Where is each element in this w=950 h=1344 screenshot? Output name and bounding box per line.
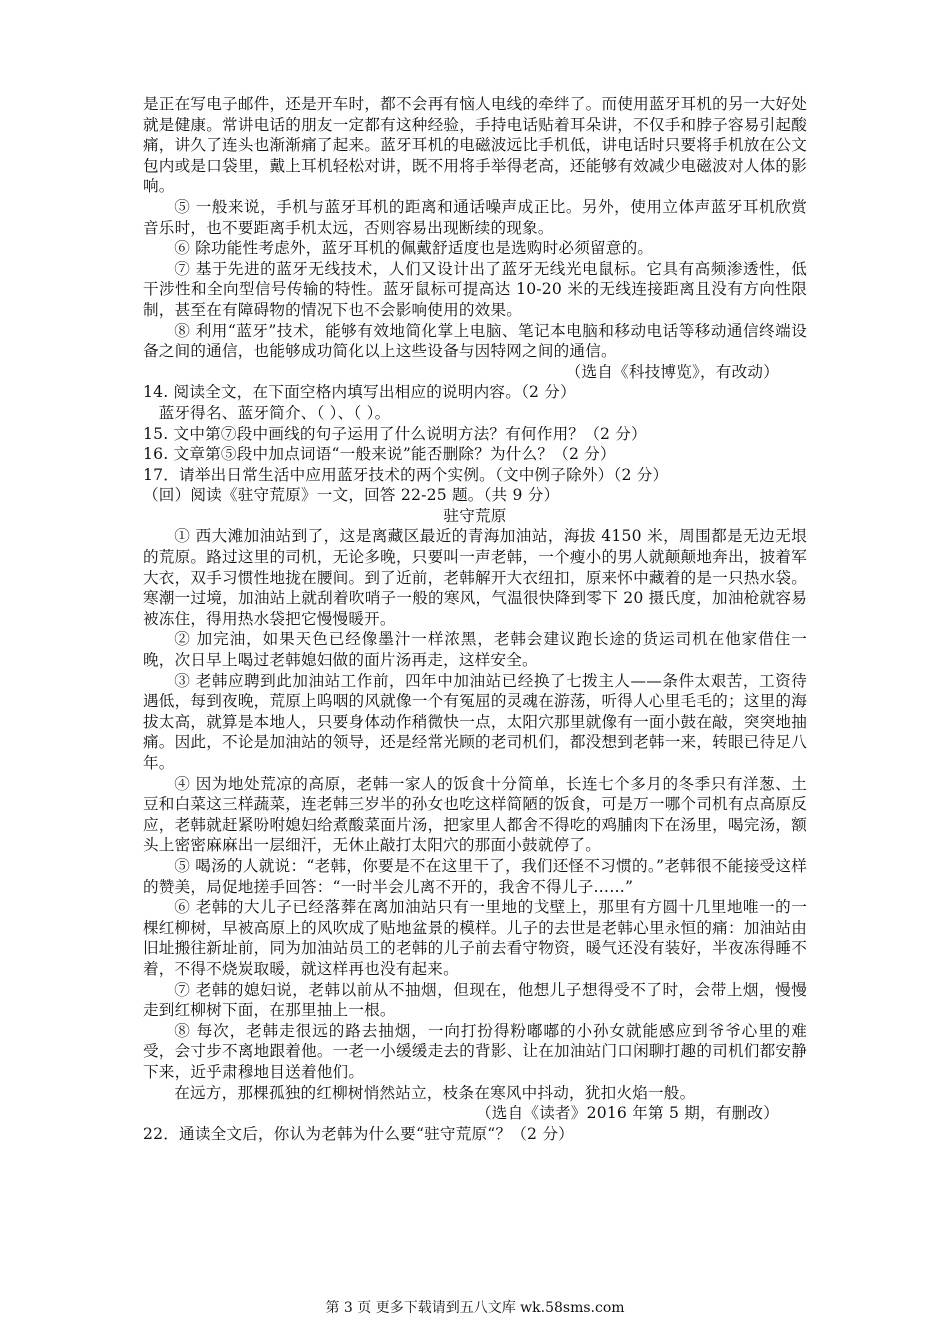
article1-paragraph-7: ⑦ 基于先进的蓝牙无线技术，人们又设计出了蓝牙无线光电鼠标。它具有高频渗透性，低干涉性和全向型信号传输的特性。蓝牙鼠标可提高达 10-20 米的无线连接距离且没有方向性限制，甚至在有障碍物的情况下也不会影响使用的效果。 (143, 259, 807, 319)
question-14-blank: 蓝牙得名、蓝牙简介、（ ）、（ ）。 (158, 403, 391, 422)
section4-paragraph-2: ② 加完油，如果天色已经像墨汁一样浓黑，老韩会建议跑长途的货运司机在他家借住一晚，次日早上喝过老韩媳妇做的面片汤再走，这样安全。 (143, 630, 807, 670)
question-22: 22．通读全文后，你认为老韩为什么要“驻守荒原“？（2 分） (143, 1124, 574, 1143)
page-footer: 第 3 页 更多下载请到五八文库 wk.58sms.com (325, 1300, 625, 1316)
document-page (143, 94, 807, 1144)
question-15: 15. 文中第⑦段中画线的句子运用了什么说明方法？有何作用？（2 分） (143, 424, 647, 443)
section4-title: 驻守荒原 (443, 506, 507, 525)
section4-paragraph-6: ⑥ 老韩的大儿子已经落葬在离加油站只有一里地的戈壁上，那里有方圆十几里地唯一的一棵红柳树，早被高原上的风吹成了贴地盆景的模样。儿子的去世是老韩心里永恒的痛：加油站由旧址搬往新址前，同为加油站员工的老韩的儿子前去看守物资，暖气还没有装好，半夜冻得睡不着，不得不烧炭取暖，就这样再也没有起来。 (143, 898, 807, 978)
article1-paragraph-5: ⑤ 一般来说，手机与蓝牙耳机的距离和通话噪声成正比。另外，使用立体声蓝牙耳机欣赏音乐时，也不要距离手机太远，否则容易出现断续的现象。 (143, 197, 807, 237)
question-14: 14. 阅读全文，在下面空格内填写出相应的说明内容。（2 分） (143, 383, 576, 402)
question-17: 17．请举出日常生活中应用蓝牙技术的两个实例。（文中例子除外）（2 分） (143, 465, 669, 484)
section4-paragraph-1: ① 西大滩加油站到了，这是离藏区最近的青海加油站，海拔 4150 米，周围都是无边无垠的荒原。路过这里的司机，无论多晚，只要叫一声老韩，一个瘦小的男人就颠颠地奔出，披着军大衣，双手习惯性地拢在腰间。到了近前，老韩解开大衣纽扣，原来怀中藏着的是一只热水袋。寒潮一过境，加油站上就刮着吹哨子一般的寒风，气温很快降到零下 20 摄氏度，加油枪就容易被冻住，得用热水袋把它慢慢暖开。 (143, 527, 807, 628)
article1-continuation: 是正在写电子邮件，还是开车时，都不会再有恼人电线的牵绊了。而使用蓝牙耳机的另一大好处就是健康。常讲电话的朋友一定都有这种经验，手持电话贴着耳朵讲，不仅手和脖子容易引起酸痛，讲久了连头也渐渐痛了起来。蓝牙耳机的电磁波远比手机低，讲电话时只要将手机放在公文包内或是口袋里，戴上耳机轻松对讲，既不用将手举得老高，还能够有效减少电磁波对人体的影响。 (143, 95, 807, 196)
section4-paragraph-5: ⑤ 喝汤的人就说：“老韩，你要是不在这里干了，我们还怪不习惯的。”老韩很不能接受这样的赞美，局促地搓手回答：“一时半会儿离不开的，我舍不得儿子……” (143, 856, 807, 896)
article1-paragraph-8: ⑧ 利用“蓝牙”技术，能够有效地简化掌上电脑、笔记本电脑和移动电话等移动通信终端设备之间的通信，也能够成功简化以上这些设备与因特网之间的通信。 (143, 321, 807, 361)
section4-paragraph-9: 在远方，那棵孤独的红柳树悄然站立，枝条在寒风中抖动，犹扣火焰一般。 (174, 1083, 696, 1102)
section4-paragraph-8: ⑧ 每次，老韩走很远的路去抽烟，一向打扮得粉嘟嘟的小孙女就能感应到爷爷心里的难受，会寸步不离地跟着他。一老一小缓缓走去的背影、让在加油站门口闲聊打趣的司机们都安静下来，近乎肃穆地目送着他们。 (143, 1021, 807, 1081)
section4-intro: （回）阅读《驻守荒原》一文，回答 22-25 题。（共 9 分） (143, 486, 560, 505)
section4-paragraph-3: ③ 老韩应聘到此加油站工作前，四年中加油站已经换了七拨主人——条件太艰苦，工资待遇低，每到夜晚，荒原上呜咽的风就像一个有冤屈的灵魂在游荡，听得人心里毛毛的；这里的海拔太高，就算是本地人，只要身体动作稍微快一点，太阳穴那里就像有一面小鼓在敲，突突地抽痛。因此，不论是加油站的领导，还是经常光顾的老司机们，都没想到老韩一来，转眼已待足八年。 (143, 671, 807, 772)
article1-source: （选自《科技博览》，有改动） (565, 362, 779, 381)
section4-paragraph-7: ⑦ 老韩的媳妇说，老韩以前从不抽烟，但现在，他想儿子想得受不了时，会带上烟，慢慢走到红柳树下面，在那里抽上一根。 (143, 980, 807, 1020)
question-16: 16. 文章第⑤段中加点词语“一般来说”能否删除？为什么？（2 分） (143, 445, 616, 464)
section4-paragraph-4: ④ 因为地处荒凉的高原，老韩一家人的饭食十分简单，长连七个多月的冬季只有洋葱、土豆和白菜这三样蔬菜，连老韩三岁半的孙女也吃这样简陋的饭食，可是万一哪个司机有点高原反应，老韩就赶紧吩咐媳妇给煮酸菜面片汤，把家里人都舍不得吃的鸡脯肉下在汤里，喝完汤，额头上密密麻麻出一层细汗，无休止敲打太阳穴的那面小鼓就停了。 (143, 774, 807, 855)
article1-paragraph-6: ⑥ 除功能性考虑外，蓝牙耳机的佩戴舒适度也是选购时必须留意的。 (174, 239, 654, 258)
section4-source: （选自《读者》2016 年第 5 期，有删改） (476, 1104, 779, 1123)
